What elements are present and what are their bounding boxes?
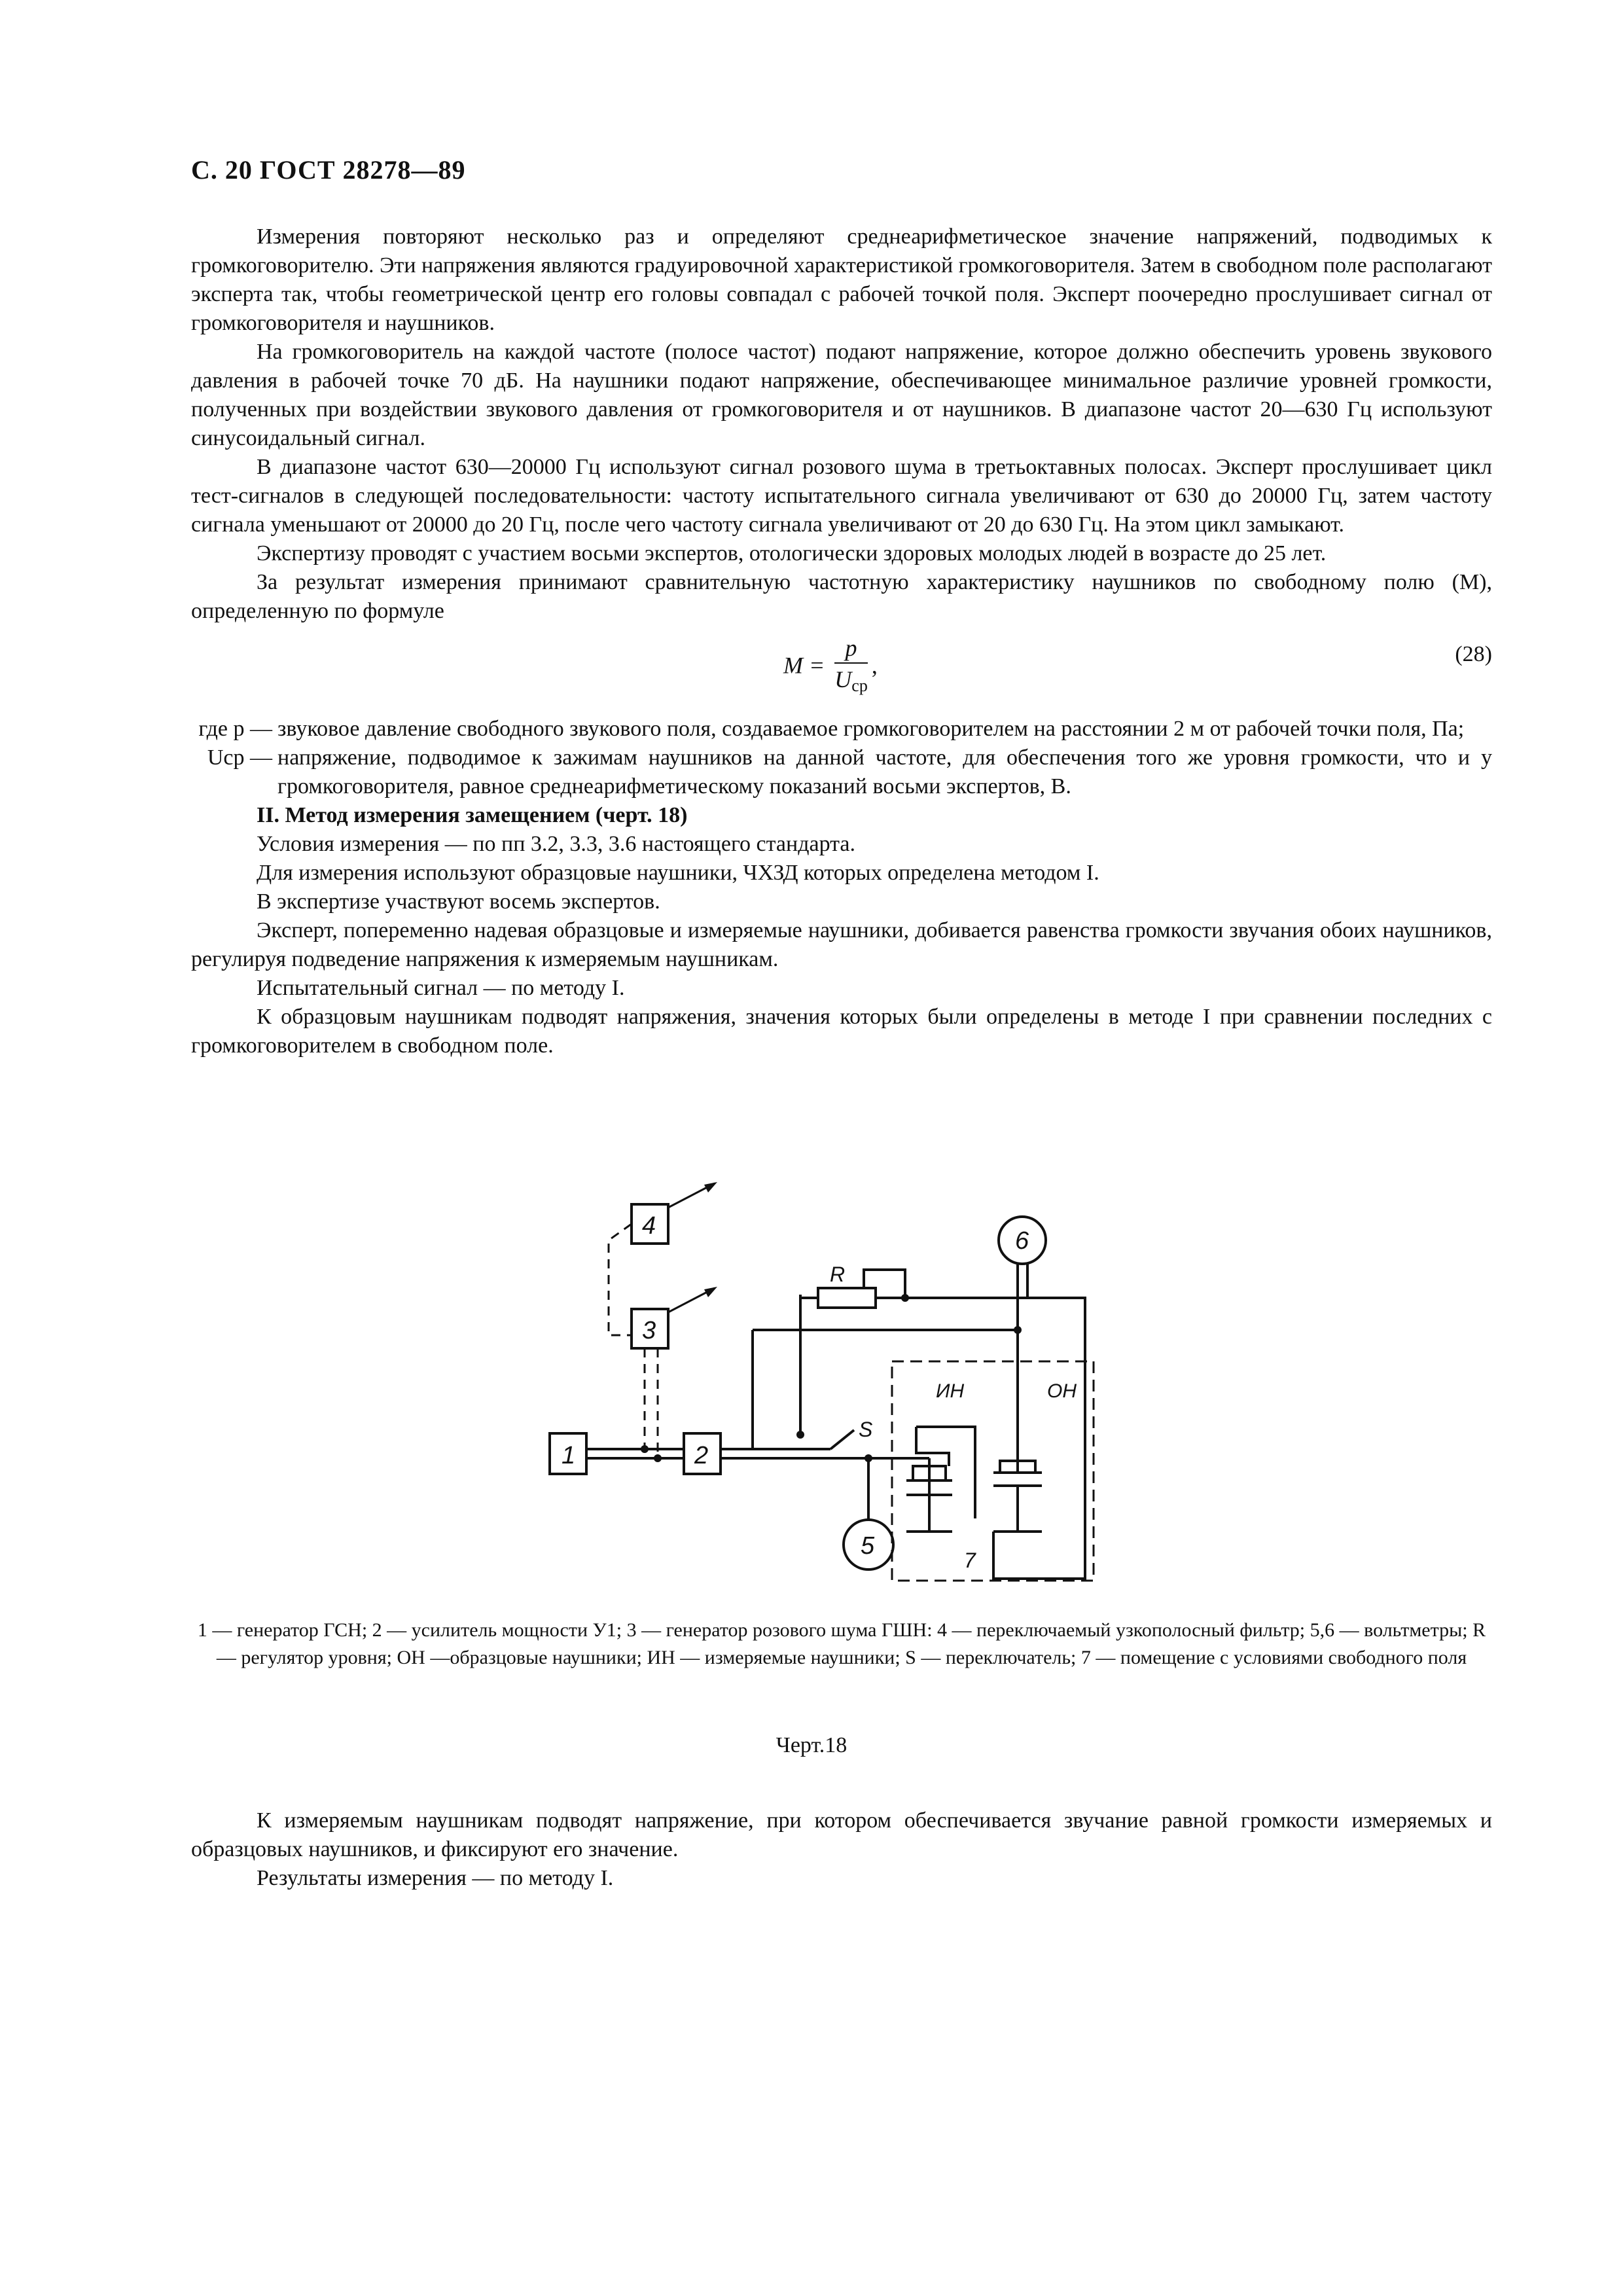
reference-headphones-label: ОН: [1047, 1380, 1077, 1402]
denominator-subscript: ср: [851, 676, 868, 695]
room-label: 7: [964, 1549, 976, 1572]
figure-number: Черт.18: [776, 1733, 847, 1757]
main-text: [191, 223, 1492, 1060]
symbol-ucp: Uср —: [207, 745, 272, 770]
paragraph: Испытательный сигнал — по методу I.: [257, 976, 625, 1000]
paragraph: Экспертизу проводят с участием восьми экспертов, отологически здоровых молодых людей в возрасте до 25 лет.: [257, 541, 1327, 565]
fraction: [834, 634, 868, 702]
paragraph: Для измерения используют образцовые наушники, ЧХЗД которых определена методом I.: [257, 861, 1099, 885]
paragraph: Измерения повторяют несколько раз и определяют среднеарифметическое значение напряжений, подводимых к громкоговорителю. Эти напряжения являются градуировочной характеристикой громкоговорителя. Затем в свободном поле располагают эксперта так, чтобы геометрической центр его головы совпадал с рабочей точкой поля. Эксперт поочередно прослушивает сигнал от громкоговорителя и наушников.: [191, 224, 1492, 335]
resistor-label: R: [830, 1263, 846, 1286]
paragraph: В диапазоне частот 630—20000 Гц используют сигнал розового шума в третьоктавных полосах. Эксперт прослушивает цикл тест-сигналов в следующей последовательности: частоту испытательного сигнала увеличивают от 630 до 20000 Гц, затем частоту сигнала уменьшают от 20000 до 20 Гц, после чего частоту сигнала увеличивают от 20 до 630 Гц. На этом цикл замыкают.: [191, 455, 1492, 537]
paragraph: К измеряемым наушникам подводят напряжение, при котором обеспечивается звучание равной громкости измеряемых и образцовых наушников, и фиксируют его значение.: [191, 1808, 1492, 1861]
measured-headphones-label: ИН: [936, 1380, 965, 1402]
symbol-p: где p —: [198, 717, 272, 741]
voltmeter-6-label: 6: [1015, 1227, 1029, 1255]
circuit-diagram: [524, 1178, 1152, 1604]
formula-28: [191, 634, 1492, 712]
section-heading: II. Метод измерения замещением (черт. 18): [257, 803, 688, 827]
paragraph: Эксперт, попеременно надевая образцовые и измеряемые наушники, добивается равенства громкости звучания обоих наушников, регулируя подведение напряжения к измеряемым наушникам.: [191, 918, 1492, 971]
closing-text: [191, 1806, 1492, 1893]
paragraph: К образцовым наушникам подводят напряжения, значения которых были определены в методе I при сравнении последних с громкоговорителем в свободном поле.: [191, 1005, 1492, 1058]
formula-lhs: M =: [783, 652, 825, 679]
formula-expression: [783, 634, 878, 702]
fraction-numerator: p: [834, 634, 868, 664]
formula-comma: ,: [871, 652, 878, 679]
definition-p: звуковое давление свободного звукового поля, создаваемое громкоговорителем на расстоянии 2 м от рабочей точки поля, Па;: [277, 717, 1465, 741]
paragraph: В экспертизе участвуют восемь экспертов.: [257, 889, 660, 914]
paragraph: На громкоговоритель на каждой частоте (полосе частот) подают напряжение, которое должно обеспечить уровень звукового давления в рабочей точке 70 дБ. На наушники подают напряжение, обеспечивающее минимальное различие уровней громкости, полученных при воздействии звукового давления от громкоговорителя и от наушников. В диапазоне частот 20—630 Гц используют синусоидальный сигнал.: [191, 340, 1492, 450]
page-header: С. 20 ГОСТ 28278—89: [191, 155, 466, 185]
paragraph: Условия измерения — по пп 3.2, 3.3, 3.6 настоящего стандарта.: [257, 832, 855, 856]
paragraph: За результат измерения принимают сравнительную частотную характеристику наушников по свободному полю (М), определенную по формуле: [191, 570, 1492, 623]
fraction-denominator: [834, 664, 868, 702]
resistor-r: [818, 1288, 876, 1308]
equation-number: (28): [1455, 642, 1492, 666]
block-1-label: 1: [562, 1442, 576, 1469]
paragraph: Результаты измерения — по методу I.: [257, 1866, 614, 1890]
definition-ucp: напряжение, подводимое к зажимам наушников на данной частоте, для обеспечения того же уровня громкости, что и у громкоговорителя, равное среднеарифметическому показаний восьми экспертов, В.: [277, 745, 1492, 798]
switch-label: S: [859, 1418, 873, 1441]
figure-caption: 1 — генератор ГСН; 2 — усилитель мощности У1; 3 — генератор розового шума ГШН: 4 — переключаемый узкополосный фильтр; 5,6 — вольтметры; R — регулятор уровня; ОН —образцовые наушники; ИН — измеряемые наушники; S — переключатель; 7 — помещение с условиями свободного поля: [197, 1619, 1486, 1668]
symbol-definitions: [191, 715, 1492, 801]
block-2-label: 2: [694, 1442, 709, 1469]
denominator-symbol: U: [834, 666, 852, 692]
block-4-label: 4: [642, 1212, 656, 1240]
voltmeter-5-label: 5: [861, 1532, 875, 1560]
block-3-label: 3: [642, 1317, 656, 1344]
